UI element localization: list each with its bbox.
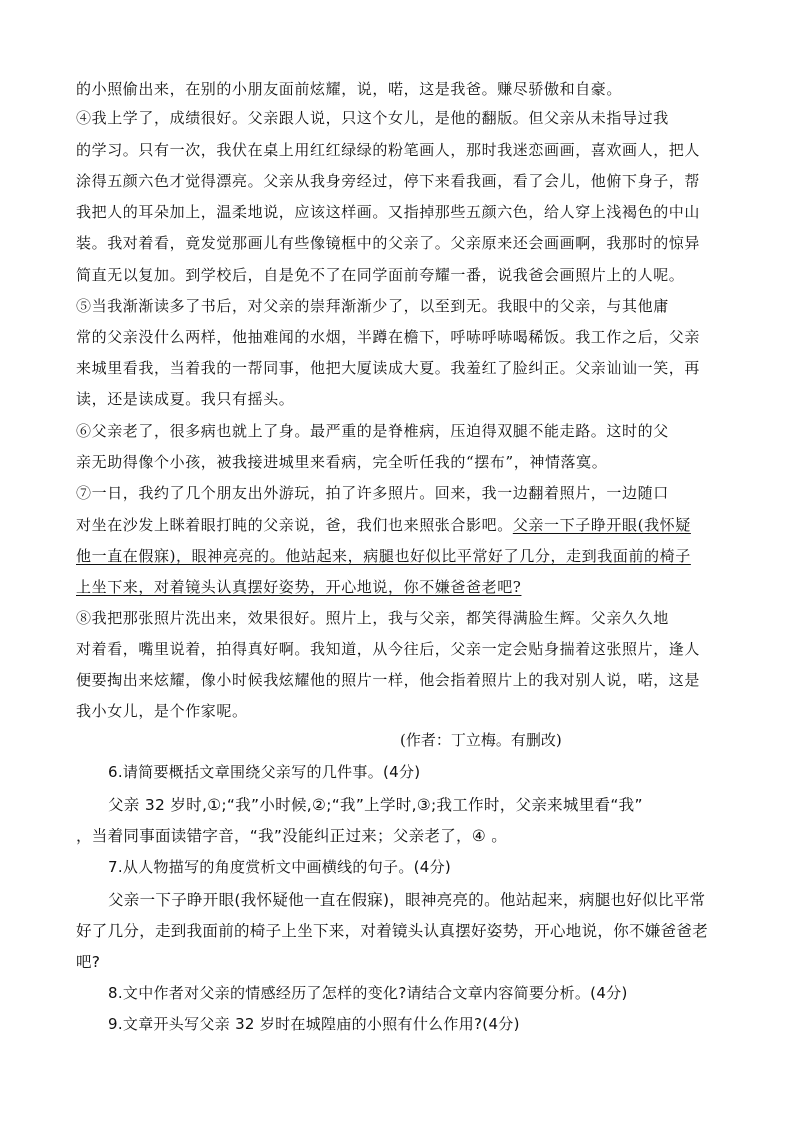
paragraph-4-line: ④我上学了，成绩很好。父亲跟人说，只这个女儿，是他的翻版。但父亲从未指导过我 bbox=[76, 109, 669, 127]
article-line bbox=[76, 515, 720, 535]
question-6: 6.请简要概括文章围绕父亲写的几件事。(4分) bbox=[108, 763, 421, 781]
article-line: 涂得五颜六色才觉得漂亮。父亲从我身旁经过，停下来看我画，看了会儿，他俯下身子，帮 bbox=[76, 172, 701, 190]
article-line: 对着看，嘴里说着，拍得真好啊。我知道，从今往后，父亲一定会贴身揣着这张照片，逢人 bbox=[76, 640, 701, 658]
answer-7-line: 好了几分，走到我面前的椅子上坐下来，对着镜头认真摆好姿势，开心地说，你不嫌爸爸老 bbox=[76, 922, 709, 940]
underlined-sentence: 他一直在假寐)，眼神亮亮的。他站起来，病腿也好似比平常好了几分，走到我面前的椅子 bbox=[76, 547, 691, 565]
article-line: 我把人的耳朵加上，温柔地说，应该这样画。又指掉那些五颜六色，给人穿上浅褐色的中山 bbox=[76, 203, 701, 221]
article-line: 我小女儿，是个作家呢。 bbox=[76, 702, 248, 720]
article-line: 装。我对着看，竟发觉那画儿有些像镜框中的父亲了。父亲原来还会画画啊，我那时的惊异 bbox=[76, 234, 701, 252]
underlined-sentence: 父亲一下子睁开眼(我怀疑 bbox=[512, 516, 691, 534]
article-line: 亲无助得像个小孩，被我接进城里来看病，完全听任我的“摆布”，神情落寞。 bbox=[76, 453, 608, 471]
question-8: 8.文中作者对父亲的情感经历了怎样的变化?请结合文章内容简要分析。(4分) bbox=[108, 984, 628, 1002]
article-line: 便要掏出来炫耀，像小时候我炫耀他的照片一样，他会指着照片上的我对别人说，喏，这是 bbox=[76, 671, 701, 689]
paragraph-5-line: ⑤当我渐渐读多了书后，对父亲的崇拜渐渐少了，以至到无。我眼中的父亲，与其他庸 bbox=[76, 297, 669, 315]
article-text: 对坐在沙发上眯着眼打盹的父亲说，爸，我们也来照张合影吧。 bbox=[76, 516, 513, 534]
answer-6-line: ，当着同事面读错字音，“我”没能纠正过来；父亲老了，④ 。 bbox=[76, 827, 508, 845]
underlined-sentence: 上坐下来，对着镜头认真摆好姿势，开心地说，你不嫌爸爸老吧? bbox=[76, 578, 522, 596]
paragraph-8-line: ⑧我把那张照片洗出来，效果很好。照片上，我与父亲，都笑得满脸生辉。父亲久久地 bbox=[76, 609, 669, 627]
article-line: 读，还是读成夏。我只有摇头。 bbox=[76, 390, 295, 408]
paragraph-7-line: ⑦一日，我约了几个朋友出外游玩，拍了许多照片。回来，我一边翻着照片，一边随口 bbox=[76, 484, 669, 502]
answer-7-line: 吧? bbox=[76, 953, 101, 971]
paragraph-6-line: ⑥父亲老了，很多病也就上了身。最严重的是脊椎病，压迫得双腿不能走路。这时的父 bbox=[76, 422, 669, 440]
article-line: 的学习。只有一次，我伏在桌上用红红绿绿的粉笔画人，那时我迷恋画画，喜欢画人，把人 bbox=[76, 141, 701, 159]
article-line: 来城里看我，当着我的一帮同事，他把大厦读成大夏。我羞红了脸纠正。父亲讪讪一笑，再 bbox=[76, 359, 701, 377]
answer-7-line: 父亲一下子睁开眼(我怀疑他一直在假寐)，眼神亮亮的。他站起来，病腿也好似比平常 bbox=[108, 891, 706, 909]
question-7: 7.从人物描写的角度赏析文中画横线的句子。(4分) bbox=[108, 858, 452, 876]
article-line: 常的父亲没什么两样，他抽难闻的水烟，半蹲在檐下，呼哧呼哧喝稀饭。我工作之后，父亲 bbox=[76, 328, 701, 346]
article-line: 的小照偷出来，在别的小朋友面前炫耀，说，喏，这是我爸。赚尽骄傲和自豪。 bbox=[76, 80, 623, 98]
answer-6-line: 父亲 32 岁时,①;“我”小时候,②;“我”上学时,③;我工作时，父亲来城里看“我” bbox=[108, 796, 643, 814]
author-note: (作者：丁立梅。有删改) bbox=[400, 731, 562, 749]
question-9: 9.文章开头写父亲 32 岁时在城隍庙的小照有什么作用?(4分) bbox=[108, 1015, 520, 1033]
article-line: 简直无以复加。到学校后，自是免不了在同学面前夸耀一番，说我爸会画照片上的人呢。 bbox=[76, 266, 685, 284]
